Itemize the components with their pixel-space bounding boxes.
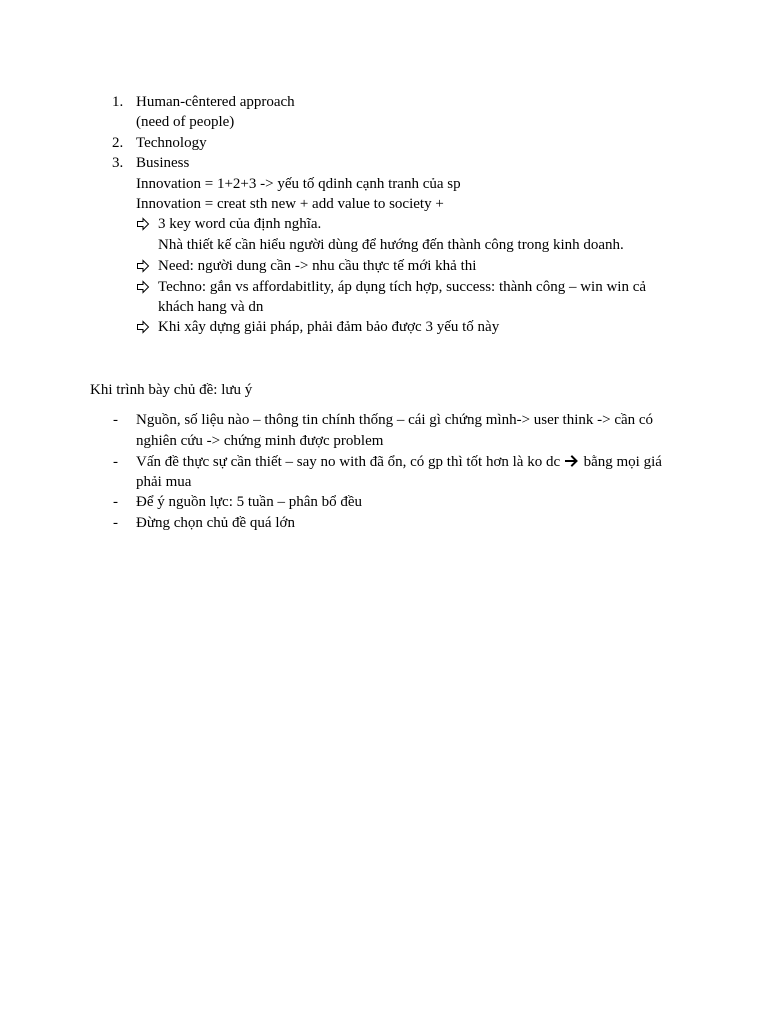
dash-bullet-text: Để ý nguồn lực: 5 tuần – phân bổ đều	[136, 494, 363, 510]
arrow-bullet-text: khách hang và dn	[158, 299, 264, 315]
arrow-bullet-text: Khi xây dựng giải pháp, phải đảm bảo được 3 yếu tố này	[158, 319, 500, 335]
dash-bullet-text: Đừng chọn chủ đề quá lớn	[136, 515, 295, 531]
dash-bullet-text: phải mua	[136, 474, 192, 490]
list-item-text: Human-cêntered approach	[136, 94, 295, 110]
hollow-right-arrow-icon	[136, 256, 150, 276]
hollow-right-arrow-icon	[136, 214, 150, 234]
arrow-bullet-text: Need: người dung cần -> nhu cầu thực tế mới khả thi	[158, 258, 477, 274]
dash-marker: -	[113, 515, 118, 531]
dash-bullet-text: nghiên cứu -> chứng minh được problem	[136, 433, 384, 449]
dash-bullet-text: Nguồn, số liệu nào – thông tin chính thống – cái gì chứng mình-> user think -> cần có	[136, 412, 654, 428]
hollow-right-arrow-icon	[136, 277, 150, 297]
solid-right-arrow-icon	[565, 454, 579, 468]
innovation-line: Innovation = creat sth new + add value to society +	[136, 196, 444, 212]
dash-marker: -	[113, 454, 118, 470]
list-item-text: (need of people)	[136, 114, 235, 130]
section-heading: Khi trình bày chủ đề: lưu ý	[90, 382, 253, 398]
dash-bullet-text-part: bằng mọi giá	[579, 454, 662, 470]
arrow-bullet-text: Techno: gắn vs affordabitlity, áp dụng tích hợp, success: thành công – win win cả	[158, 279, 647, 295]
list-number: 2.	[112, 135, 124, 151]
list-item-text: Technology	[136, 135, 207, 151]
list-item-text: Business	[136, 155, 190, 171]
dash-bullet-text-part: Vấn đề thực sự cần thiết – say no with đã ổn, có gp thì tốt hơn là ko dc	[136, 454, 564, 470]
innovation-line: Innovation = 1+2+3 -> yếu tố qdinh cạnh tranh của sp	[136, 176, 461, 192]
dash-bullet-text	[136, 452, 662, 472]
dash-marker: -	[113, 412, 118, 428]
arrow-bullet-text: 3 key word của định nghĩa.	[158, 216, 322, 232]
hollow-right-arrow-icon	[136, 317, 150, 337]
list-number: 1.	[112, 94, 124, 110]
arrow-bullet-text: Nhà thiết kế cần hiểu người dùng để hướng đến thành công trong kinh doanh.	[158, 237, 624, 253]
dash-marker: -	[113, 494, 118, 510]
list-number: 3.	[112, 155, 124, 171]
